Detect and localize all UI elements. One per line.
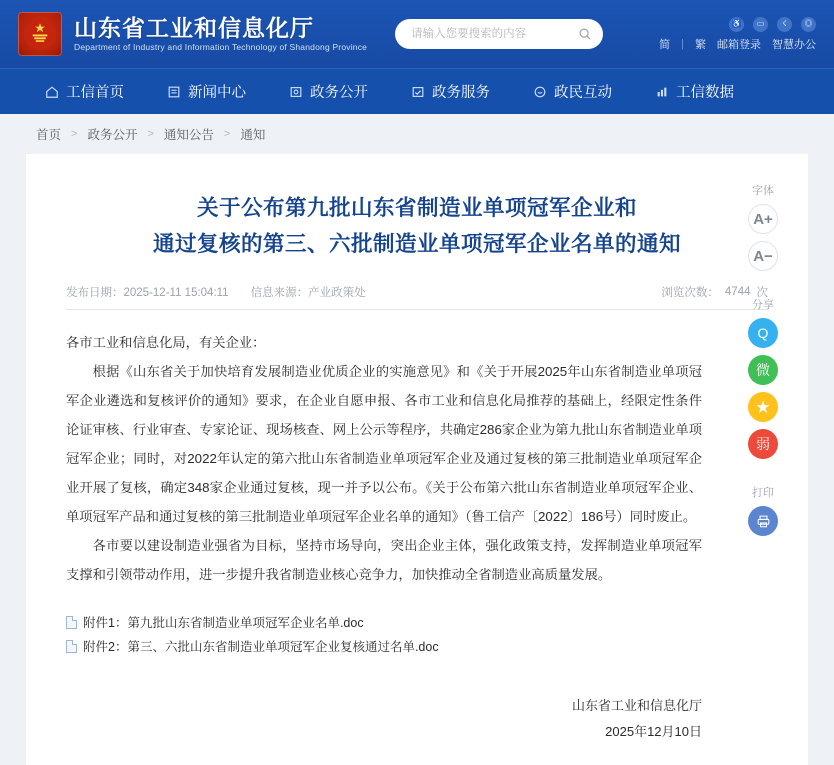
header-right — [659, 17, 816, 52]
publish-date — [66, 284, 229, 300]
doc-file-icon — [66, 616, 77, 629]
font-decrease-button[interactable]: A− — [748, 241, 778, 271]
attachment-item[interactable] — [66, 635, 702, 659]
source — [251, 284, 366, 300]
qq-share-icon[interactable]: Q — [748, 318, 778, 348]
nav-item-open-gov[interactable] — [270, 69, 386, 115]
font-size-group — [748, 182, 778, 278]
accessibility-icon[interactable]: ♿ — [729, 17, 744, 32]
doc-title-line1: 关于公布第九批山东省制造业单项冠军企业和 — [196, 196, 637, 220]
breadcrumb — [0, 114, 834, 154]
body-paragraph-2: 各市要以建设制造业强省为目标，坚持市场导向，突出企业主体，强化政策支持，发挥制造业单项冠军支撑和引领带动作用，进一步提升我省制造业核心竞争力，加快推动全省制造业高质量发展。 — [66, 538, 702, 582]
doc-title-line2: 通过复核的第三、六批制造业单项冠军企业名单的通知 — [152, 232, 681, 256]
mail-login[interactable]: 邮箱登录 — [717, 38, 761, 51]
weibo-share-icon[interactable]: 弱 — [748, 429, 778, 459]
site-title-cn: 山东省工业和信息化厅 — [74, 14, 314, 41]
side-toolbar — [736, 182, 790, 543]
signature-date: 2025年12月10日 — [605, 724, 702, 739]
nav-item-data[interactable] — [636, 69, 752, 115]
header-links — [659, 36, 816, 52]
wechat-icon[interactable]: ☇ — [777, 17, 792, 32]
lang-simplified[interactable]: 简 — [659, 38, 671, 51]
print-label: 打印 — [752, 487, 774, 499]
nav-item-home[interactable] — [26, 69, 142, 115]
publish-date-label: 发布日期： — [66, 287, 124, 299]
site-title — [74, 15, 367, 54]
print-group — [748, 484, 778, 543]
site-title-en: Department of Industry and Information Technology of Shandong Province — [74, 41, 368, 52]
views-label: 浏览次数： — [661, 287, 719, 299]
share-group — [748, 296, 778, 466]
lang-traditional[interactable]: 繁 — [695, 38, 706, 51]
views-unit: 次 — [756, 287, 768, 299]
chevron-right-icon: > — [147, 128, 154, 140]
news-icon — [166, 84, 181, 99]
mobile-icon[interactable]: ▭ — [753, 17, 768, 32]
source-label: 信息来源： — [250, 287, 309, 299]
views-value: 4744 — [724, 286, 751, 298]
link-separator: | — [681, 37, 684, 50]
attachment-label[interactable]: 附件2：第三、六批山东省制造业单项冠军企业复核通过名单.doc — [83, 640, 439, 654]
nav-label-news: 新闻中心 — [188, 85, 246, 101]
attachment-list — [66, 611, 768, 659]
breadcrumb-item-notices[interactable]: 通知公告 — [163, 128, 214, 142]
data-icon — [654, 84, 669, 99]
attachment-item[interactable] — [66, 611, 702, 635]
search-icon[interactable] — [577, 26, 593, 42]
printer-icon[interactable] — [748, 506, 778, 536]
nav-label-interaction: 政民互动 — [554, 85, 612, 101]
breadcrumb-item-notice[interactable]: 通知 — [240, 128, 266, 142]
breadcrumb-item-open-gov[interactable]: 政务公开 — [87, 128, 138, 142]
document-body — [66, 328, 768, 589]
attachment-label[interactable]: 附件1：第九批山东省制造业单项冠军企业名单.doc — [83, 616, 364, 630]
document-meta — [66, 284, 768, 310]
favorite-star-icon[interactable]: ★ — [748, 392, 778, 422]
main-nav — [0, 68, 834, 114]
smart-office[interactable]: 智慧办公 — [772, 38, 816, 51]
nav-label-data: 工信数据 — [676, 85, 734, 101]
document-card — [26, 154, 808, 765]
search-input[interactable] — [409, 27, 577, 41]
service-icon — [410, 84, 425, 99]
wechat-share-icon[interactable]: 微 — [748, 355, 778, 385]
open-gov-icon — [288, 84, 303, 99]
body-paragraph-1: 根据《山东省关于加快培育发展制造业优质企业的实施意见》和《关于开展2025年山东省制造业单项冠军企业遴选和复核评价的通知》要求，在企业自愿申报、各市工业和信息化局推荐的基础上，经限定性条件论证审核、行业审查、专家论证、现场核查、网上公示等程序，共确定286家企业为第九批山东省制造业单项冠军企业；同时，对2022年认定的第六批山东省制造业单项冠军企业及通过复核的第三批制造业单项冠军企业开展了复核，确定348家企业通过复核，现一并予以公布。《关于公布第六批山东省制造业单项冠军企业、单项冠军产品和通过复核的第三批制造业单项冠军企业名单的通知》（鲁工信产〔2022〕186号）同时废止。 — [66, 364, 702, 524]
font-size-label: 字体 — [752, 185, 774, 197]
accessibility-icons — [729, 17, 816, 32]
weibo-icon[interactable]: ◎ — [801, 17, 816, 32]
nav-item-news[interactable] — [148, 69, 264, 115]
nav-label-service: 政务服务 — [432, 85, 490, 101]
publish-date-value: 2025-12-11 15:04:11 — [123, 287, 229, 299]
interaction-icon — [532, 84, 547, 99]
page-title — [66, 190, 768, 262]
nav-label-home: 工信首页 — [66, 85, 124, 101]
doc-file-icon — [66, 640, 77, 653]
nav-item-service[interactable] — [392, 69, 508, 115]
salutation: 各市工业和信息化局，有关企业： — [66, 335, 266, 350]
home-icon — [44, 84, 59, 99]
share-label: 分享 — [752, 299, 774, 311]
nav-item-interaction[interactable] — [514, 69, 630, 115]
chevron-right-icon: > — [71, 128, 78, 140]
site-header — [0, 0, 834, 68]
search-box[interactable] — [395, 19, 603, 49]
chevron-right-icon: > — [223, 128, 231, 140]
breadcrumb-item-home[interactable]: 首页 — [36, 128, 62, 142]
nav-label-open-gov: 政务公开 — [310, 85, 368, 101]
national-emblem — [18, 12, 62, 56]
signature-block — [66, 693, 768, 745]
source-value: 产业政策处 — [308, 287, 366, 299]
font-increase-button[interactable]: A+ — [748, 204, 778, 234]
signature-org: 山东省工业和信息化厅 — [571, 698, 702, 713]
